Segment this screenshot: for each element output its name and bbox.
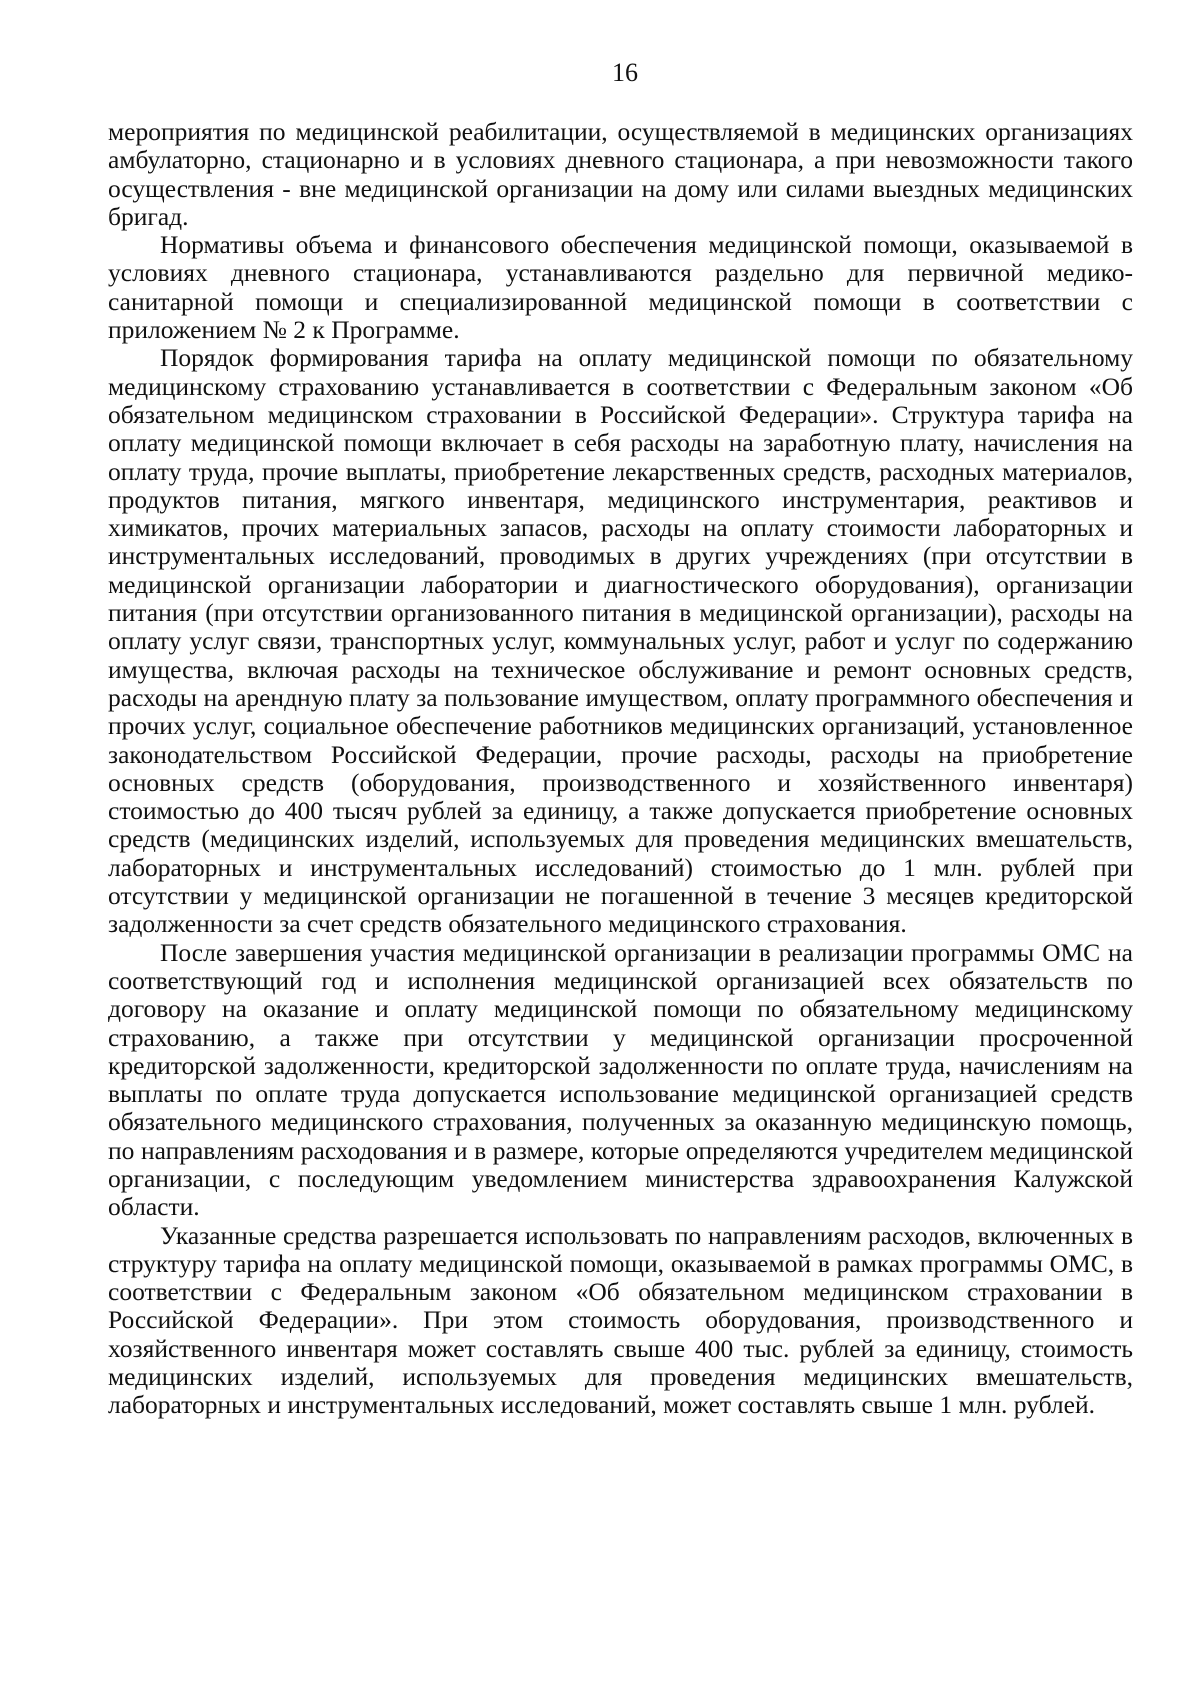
paragraph-rehabilitation-continuation: мероприятия по медицинской реабилитации, осуществляемой в медицинских организациях амбулаторно, стационарно и в условиях дневного стационара, а при невозможности такого осуществления - вне медицинской организации на дому или силами выездных медицинских бригад. xyxy=(108,117,1133,231)
paragraph-permitted-expenses: Указанные средства разрешается использовать по направлениям расходов, включенных в структуру тарифа на оплату медицинской помощи, оказываемой в рамках программы ОМС, в соответствии с Федеральным законом «Об обязательном медицинском страховании в Российской Федерации». При этом стоимость оборудования, производственного и хозяйственного инвентаря может составлять свыше 400 тыс. рублей за единицу, стоимость медицинских изделий, используемых для проведения медицинских вмешательств, лабораторных и инструментальных исследований, может составлять свыше 1 млн. рублей. xyxy=(108,1220,1133,1420)
page-number: 16 xyxy=(612,58,638,87)
paragraph-oms-funds-usage: После завершения участия медицинской организации в реализации программы ОМС на соответствующий год и исполнения медицинской организацией всех обязательств по договору на оказание и оплату медицинской помощи по обязательному медицинскому страхованию, а также при отсутствии у медицинской организации просроченной кредиторской задолженности, кредиторской задолженности по оплате труда, начислениям на выплаты по оплате труда допускается использование медицинской организацией средств обязательного медицинского страхования, полученных за оказанную медицинскую помощь, по направлениям расходования и в размере, которые определяются учредителем медицинской организации, с последующим уведомлением министерства здравоохранения Калужской области. xyxy=(108,937,1133,1222)
paragraph-tariff-structure: Порядок формирования тарифа на оплату медицинской помощи по обязательному медицинскому страхованию устанавливается в соответствии с Федеральным законом «Об обязательном медицинском страховании в Российской Федерации». Структура тарифа на оплату медицинской помощи включает в себя расходы на заработную плату, начисления на оплату труда, прочие выплаты, приобретение лекарственных средств, расходных материалов, продуктов питания, мягкого инвентаря, медицинского инструментария, реактивов и химикатов, прочих материальных запасов, расходы на оплату стоимости лабораторных и инструментальных исследований, проводимых в других учреждениях (при отсутствии в медицинской организации лаборатории и диагностического оборудования), организации питания (при отсутствии организованного питания в медицинской организации), расходы на оплату услуг связи, транспортных услуг, коммунальных услуг, работ и услуг по содержанию имущества, включая расходы на техническое обслуживание и ремонт основных средств, расходы на арендную плату за пользование имуществом, оплату программного обеспечения и прочих услуг, социальное обеспечение работников медицинских организаций, установленное законодательством Российской Федерации, прочие расходы, расходы на приобретение основных средств (оборудования, производственного и хозяйственного инвентаря) стоимостью до 400 тысяч рублей за единицу, а также допускается приобретение основных средств (медицинских изделий, используемых для проведения медицинских вмешательств, лабораторных и инструментальных исследований) стоимостью до 1 млн. рублей при отсутствии у медицинской организации не погашенной в течение 3 месяцев кредиторской задолженности за счет средств обязательного медицинского страхования. xyxy=(108,343,1133,939)
document-body xyxy=(108,118,1133,1420)
paragraph-day-hospital-norms: Нормативы объема и финансового обеспечения медицинской помощи, оказываемой в условиях дневного стационара, устанавливаются раздельно для первичной медико-санитарной помощи и специализированной медицинской помощи в соответствии с приложением № 2 к Программе. xyxy=(108,230,1133,345)
